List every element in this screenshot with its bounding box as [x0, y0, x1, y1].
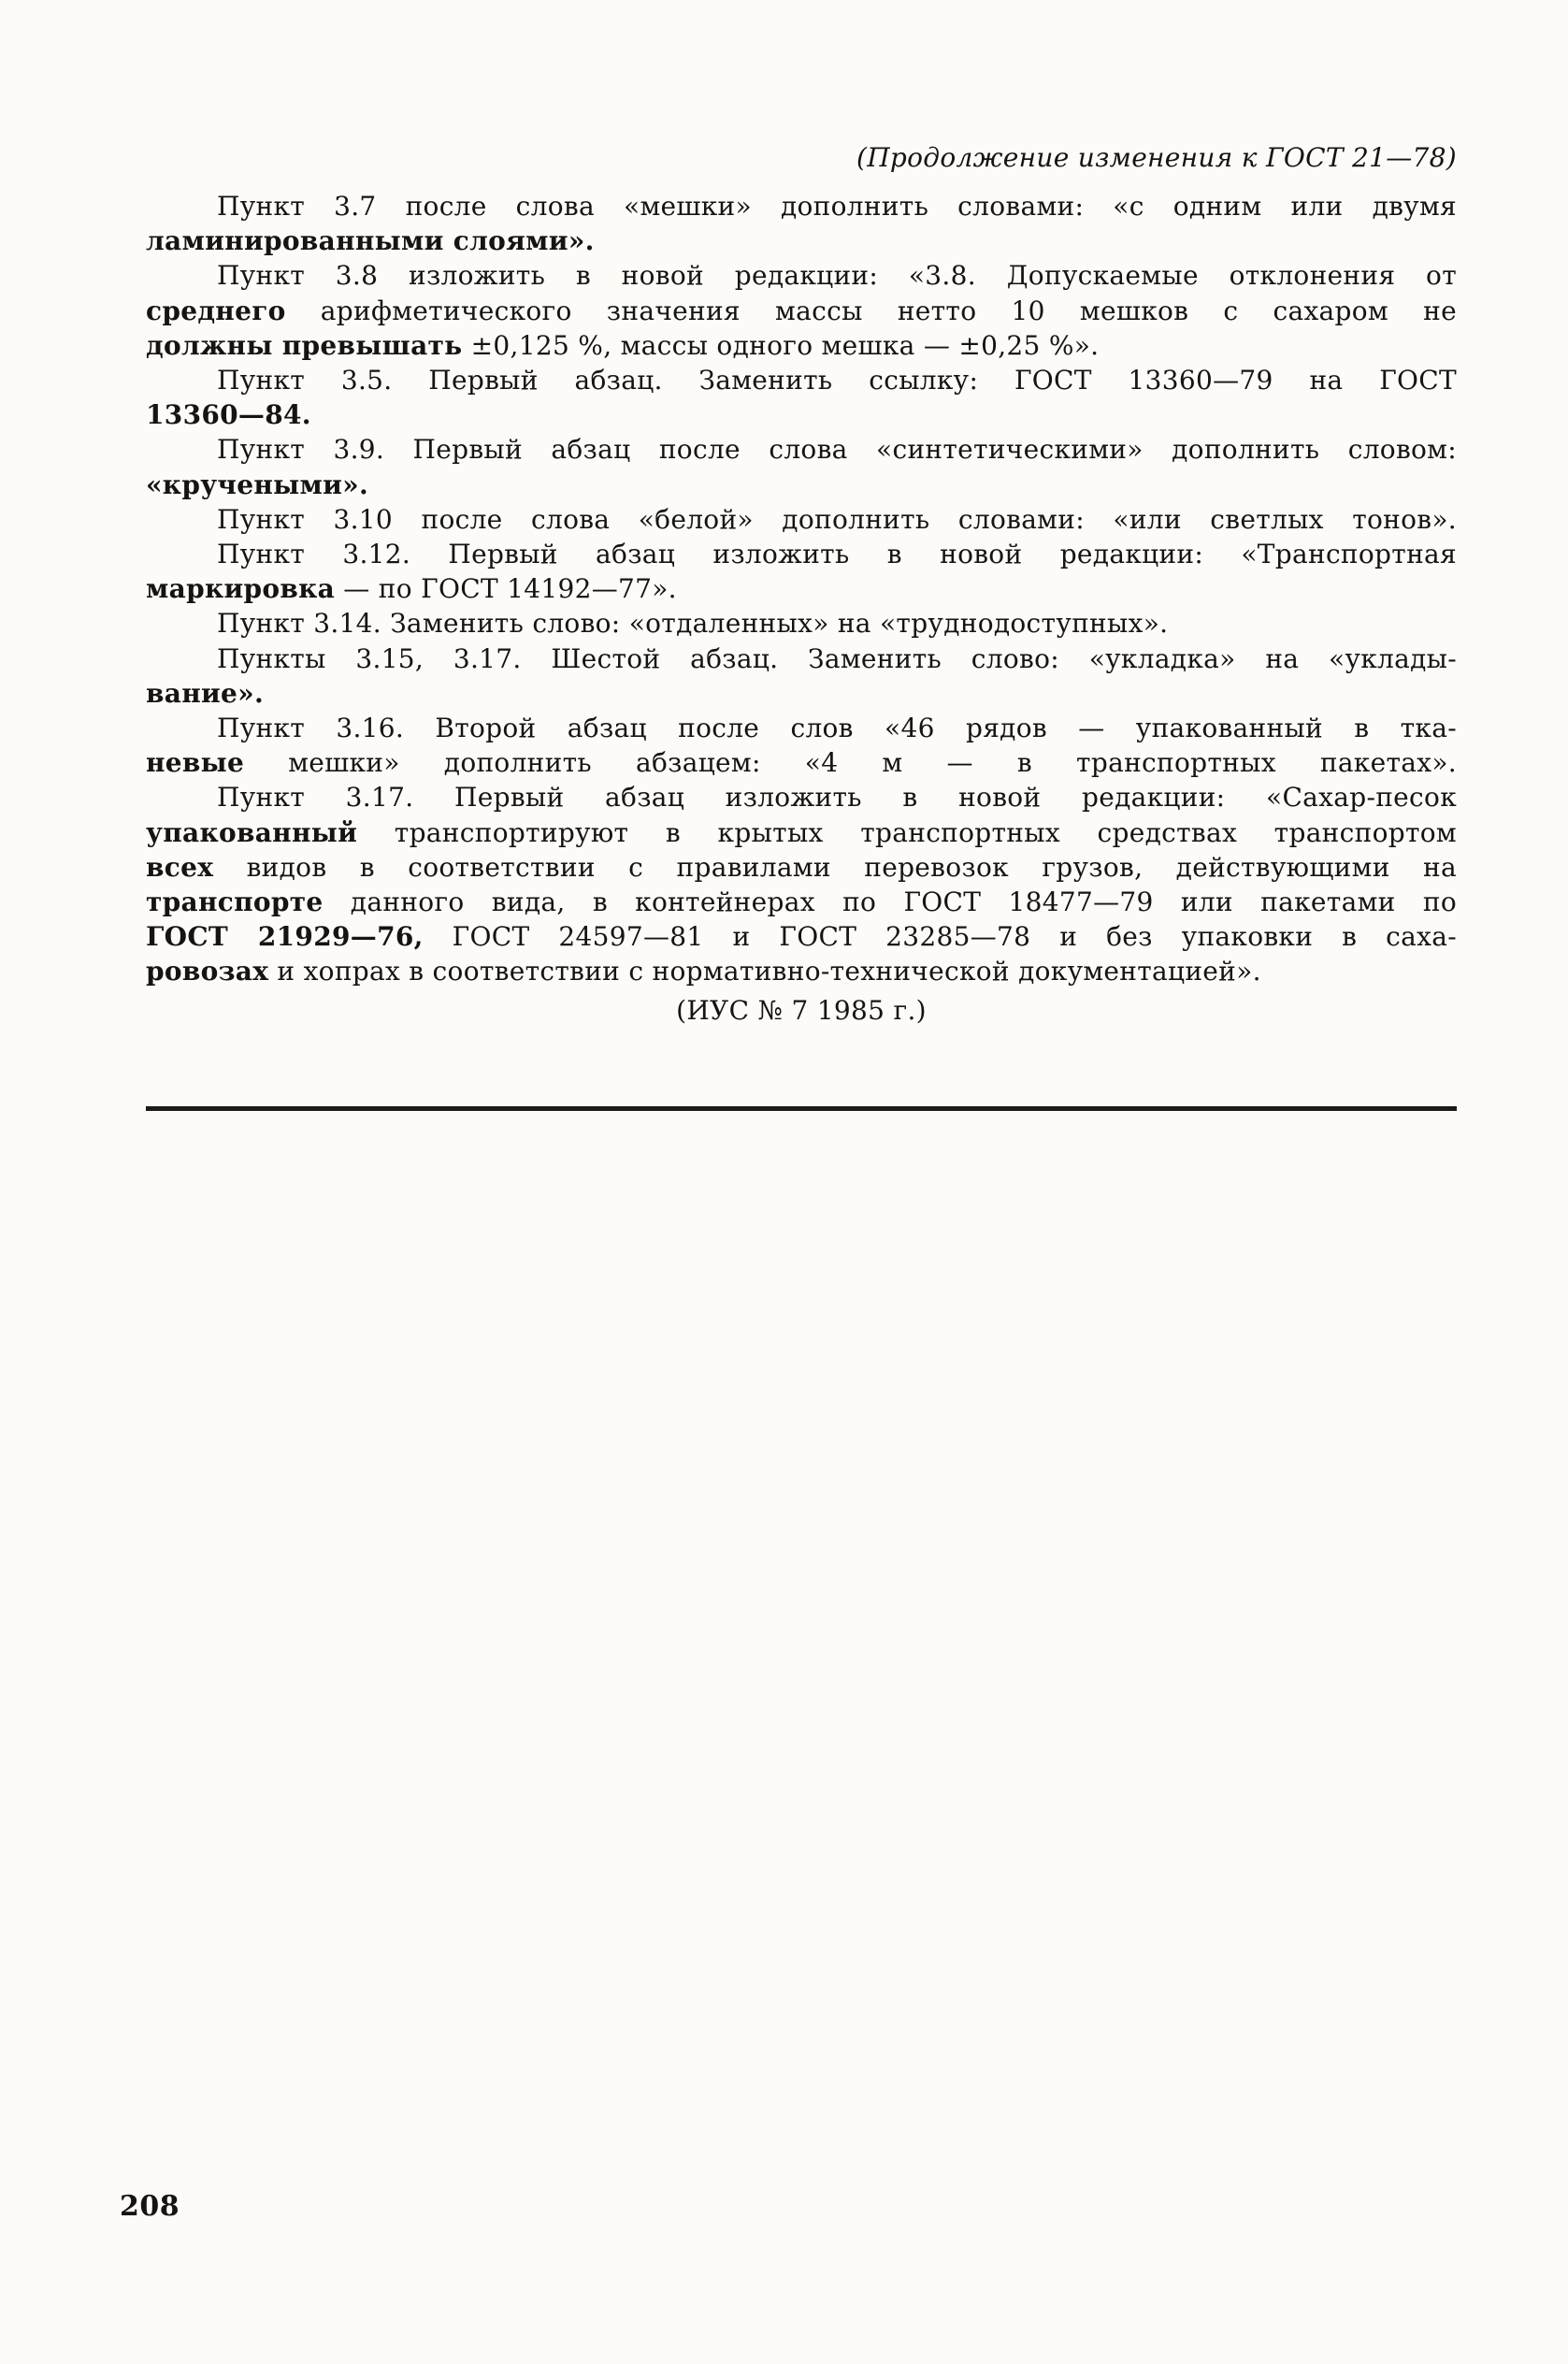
- bold-text: маркировка: [146, 573, 336, 605]
- text-line: маркировка — по ГОСТ 14192—77».: [146, 573, 677, 605]
- text-line: Пункты 3.15, 3.17. Шестой абзац. Заменить слово: «укладка» на «уклады-: [217, 642, 1457, 674]
- bold-text: «кручеными».: [146, 468, 369, 500]
- text-line: среднего арифметического значения массы нетто 10 мешков с сахаром не: [146, 295, 1457, 326]
- paragraph: [146, 780, 1457, 988]
- paragraph: [146, 363, 1457, 432]
- bold-text: невые: [146, 747, 245, 779]
- paragraph: [146, 606, 1457, 641]
- text-line: транспорте данного вида, в контейнерах по ГОСТ 18477—79 или пакетами по: [146, 886, 1457, 918]
- text-line: ГОСТ 21929—76, ГОСТ 24597—81 и ГОСТ 23285—78 и без упаковки в саха-: [146, 921, 1458, 953]
- text-line: всех видов в соответствии с правилами перевозок грузов, действующими на: [146, 851, 1457, 883]
- bold-text: должны превышать: [146, 329, 463, 361]
- text-line: [146, 397, 1457, 432]
- text-line: Пункт 3.12. Первый абзац изложить в новой редакции: «Транспортная: [217, 539, 1457, 570]
- bold-text: всех: [146, 851, 214, 883]
- bold-text: вание».: [146, 677, 265, 709]
- paragraph: [146, 502, 1457, 537]
- text-line: Пункт 3.9. Первый абзац после слова «синтетическими» дополнить словом:: [217, 434, 1457, 466]
- text-line: упакованный транспортируют в крытых транспортных средствах транспортом: [146, 816, 1457, 848]
- bold-text: упакованный: [146, 816, 358, 848]
- paragraph: [146, 641, 1457, 711]
- text-line: Пункт 3.14. Заменить слово: «отдаленных» на «труднодоступных».: [217, 608, 1169, 640]
- text-line: должны превышать ±0,125 %, массы одного мешка — ±0,25 %».: [146, 329, 1100, 361]
- document-body: [146, 189, 1457, 989]
- paragraph: [146, 537, 1457, 606]
- paragraph: [146, 432, 1457, 501]
- ius-note: (ИУС № 7 1985 г.): [676, 994, 927, 1026]
- text-line: [146, 676, 1457, 711]
- paragraph: [146, 189, 1457, 258]
- bold-text: среднего: [146, 295, 286, 326]
- footnote-rule: [146, 1106, 1457, 1111]
- bold-text: ровозах: [146, 956, 269, 987]
- text-column: [146, 140, 1457, 1111]
- bold-text: ламинированными слоями».: [146, 225, 595, 257]
- bold-text: 13360—84.: [146, 399, 311, 431]
- text-line: Пункт 3.10 после слова «белой» дополнить словами: «или светлых тонов».: [217, 503, 1457, 535]
- text-line: [146, 223, 1457, 258]
- text-line: Пункт 3.5. Первый абзац. Заменить ссылку: ГОСТ 13360—79 на ГОСТ: [217, 365, 1457, 396]
- text-line: Пункт 3.7 после слова «мешки» дополнить словами: «с одним или двумя: [217, 191, 1457, 222]
- bold-text: транспорте: [146, 886, 324, 918]
- text-line: Пункт 3.16. Второй абзац после слов «46 рядов — упакованный в тка-: [217, 713, 1457, 744]
- paragraph: [146, 258, 1457, 363]
- text-line: [146, 468, 1457, 502]
- bold-text: ГОСТ 21929—76,: [146, 921, 424, 953]
- text-line: ровозах и хопрах в соответствии с нормативно-технической документацией».: [146, 956, 1261, 987]
- text-line: невые мешки» дополнить абзацем: «4 м — в транспортных пакетах».: [146, 747, 1457, 779]
- text-line: Пункт 3.17. Первый абзац изложить в новой редакции: «Сахар-песок: [217, 782, 1457, 814]
- paragraph: [146, 711, 1457, 780]
- continuation-header: (Продолжение изменения к ГОСТ 21—78): [856, 142, 1457, 173]
- page-number: 208: [120, 2190, 180, 2223]
- text-line: Пункт 3.8 изложить в новой редакции: «3.8. Допускаемые отклонения от: [217, 260, 1457, 292]
